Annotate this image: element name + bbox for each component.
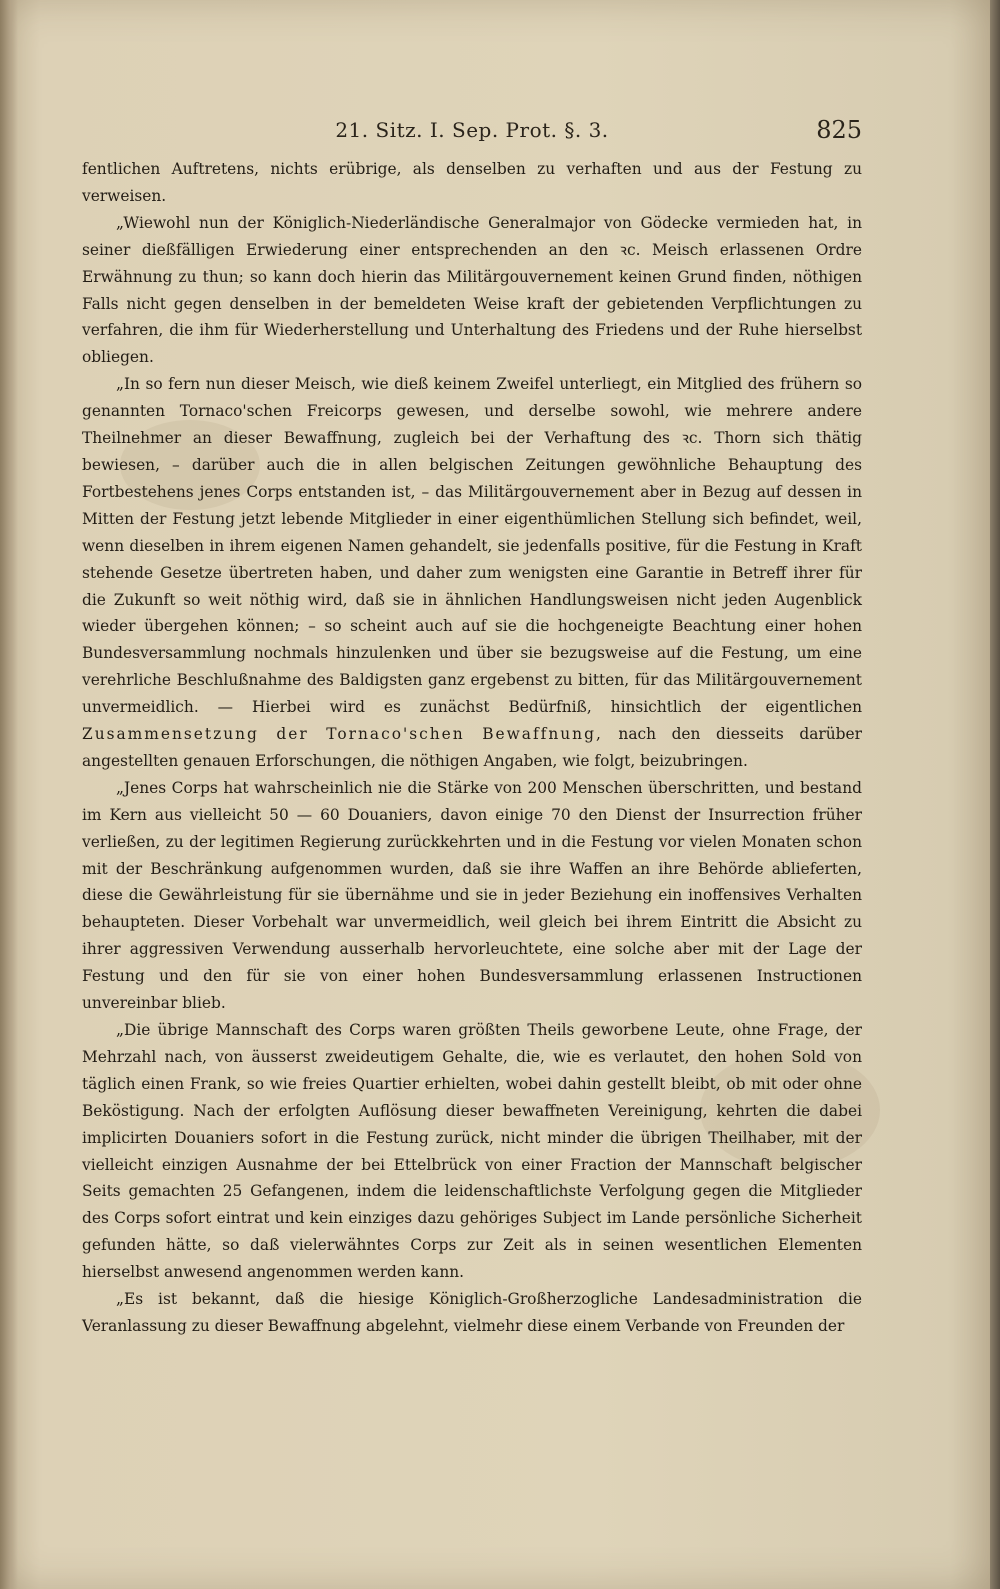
paragraph-text: fentlichen Auftretens, nichts erübrige, als denselben zu verhaften und aus der Festung zu verweisen. [82, 160, 862, 205]
body-text [82, 156, 862, 1340]
paragraph [82, 371, 862, 775]
paragraph-text: „In so fern nun dieser Meisch, wie dieß keinem Zweifel unterliegt, ein Mitglied des frühern so genannten Tornaco'schen Freicorps gewesen, und derselbe sowohl, wie mehrere andere Theilnehmer an dieser Bewaffnung, zugleich bei der Verhaftung des ꝛc. Thorn sich thätig bewiesen, – darüber auch die in allen belgischen Zeitungen gewöhnliche Behauptung des Fortbestehens jenes Corps entstanden ist, – das Militärgouvernement aber in Bezug auf dessen in Mitten der Festung jetzt lebende Mitglieder in einer eigenthümlichen Stellung sich befindet, weil, wenn dieselben in ihrem eigenen Namen gehandelt, sie jedenfalls positive, für die Festung in Kraft stehende Gesetze übertreten haben, und daher zum wenigsten eine Garantie in Betreff ihrer für die Zukunft so weit nöthig wird, daß sie in ähnlichen Handlungsweisen nicht jeden Augenblick wieder übergehen können; – so scheint auch auf sie die hochgeneigte Beachtung einer hohen Bundesversammlung nochmals hinzulenken und über sie bezugsweise auf die Festung, um eine verehrliche Beschlußnahme des Baldigsten ganz ergebenst zu bitten, für das Militärgouvernement unvermeidlich. — Hierbei wird es zunächst Bedürfniß, hinsichtlich der eigentlichen [82, 375, 862, 717]
paragraph-continuation [82, 156, 862, 210]
paragraph [82, 210, 862, 371]
paragraph [82, 1286, 862, 1340]
page-edge-shadow [990, 0, 1000, 1589]
page-header [82, 114, 862, 148]
paragraph [82, 1017, 862, 1286]
paragraph-text: nach den diesseits darüber angestellten genauen Erforschungen, die nöthigen Angaben, wie folgt, beizubringen. [82, 725, 862, 770]
running-head: 21. Sitz. I. Sep. Prot. §. 3. [335, 118, 609, 142]
paragraph-text: „Es ist bekannt, daß die hiesige Königlich-Großherzogliche Landesadministration die Veranlassung zu dieser Bewaffnung abgelehnt, vielmehr diese einem Verbande von Freunden der [82, 1290, 862, 1335]
paragraph [82, 775, 862, 1017]
paragraph-text: „Die übrige Mannschaft des Corps waren größten Theils geworbene Leute, ohne Frage, der Mehrzahl nach, von äusserst zweideutigem Gehalte, die, wie es verlautet, den hohen Sold von täglich einen Frank, so wie freies Quartier erhielten, wobei dahin gestellt bleibt, ob mit oder ohne Beköstigung. Nach der erfolgten Auflösung dieser bewaffneten Vereinigung, kehrten die dabei implicirten Douaniers sofort in die Festung zurück, nicht minder die übrigen Theilhaber, mit der vielleicht einzigen Ausnahme der bei Ettelbrück von einer Fraction der Mannschaft belgischer Seits gemachten 25 Gefangenen, indem die leidenschaftlichste Verfolgung gegen die Mitglieder des Corps sofort eintrat und kein einziges dazu gehöriges Subject im Lande persönliche Sicherheit gefunden hätte, so daß vielerwähntes Corps zur Zeit als in seinen wesentlichen Elementen hierselbst anwesend angenommen werden kann. [82, 1021, 862, 1282]
paragraph-text: „Jenes Corps hat wahrscheinlich nie die Stärke von 200 Menschen überschritten, und bestand im Kern aus vielleicht 50 — 60 Douaniers, davon einige 70 den Dienst der Insurrection früher verließen, zu der legitimen Regierung zurückkehrten und in die Festung vor vielen Monaten schon mit der Beschränkung aufgenommen wurden, daß sie ihre Waffen an ihre Behörde ablieferten, diese die Gewährleistung für sie übernähme und sie in jeder Beziehung ein inoffensives Verhalten behaupteten. Dieser Vorbehalt war unvermeidlich, weil gleich bei ihrem Eintritt die Absicht zu ihrer aggressiven Verwendung ausserhalb hervorleuchtete, eine solche aber mit der Lage der Festung und den für sie von einer hohen Bundesversammlung erlassenen Instructionen unvereinbar blieb. [82, 778, 862, 1013]
page-binding-edge [0, 0, 18, 1589]
page-number: 825 [816, 116, 862, 144]
emphasized-text: Zusammensetzung der Tornaco'schen Bewaffnung, [82, 725, 603, 744]
paragraph-text: „Wiewohl nun der Königlich-Niederländische Generalmajor von Gödecke vermieden hat, in seiner dießfälligen Erwiederung einer entsprechenden an den ꝛc. Meisch erlassenen Ordre Erwähnung zu thun; so kann doch hierin das Militärgouvernement keinen Grund finden, nöthigen Falls nicht gegen denselben in der bemeldeten Weise kraft der gebietenden Verpflichtungen zu verfahren, die ihm für Wiederherstellung und Unterhaltung des Friedens und der Ruhe hierselbst obliegen. [82, 213, 862, 367]
